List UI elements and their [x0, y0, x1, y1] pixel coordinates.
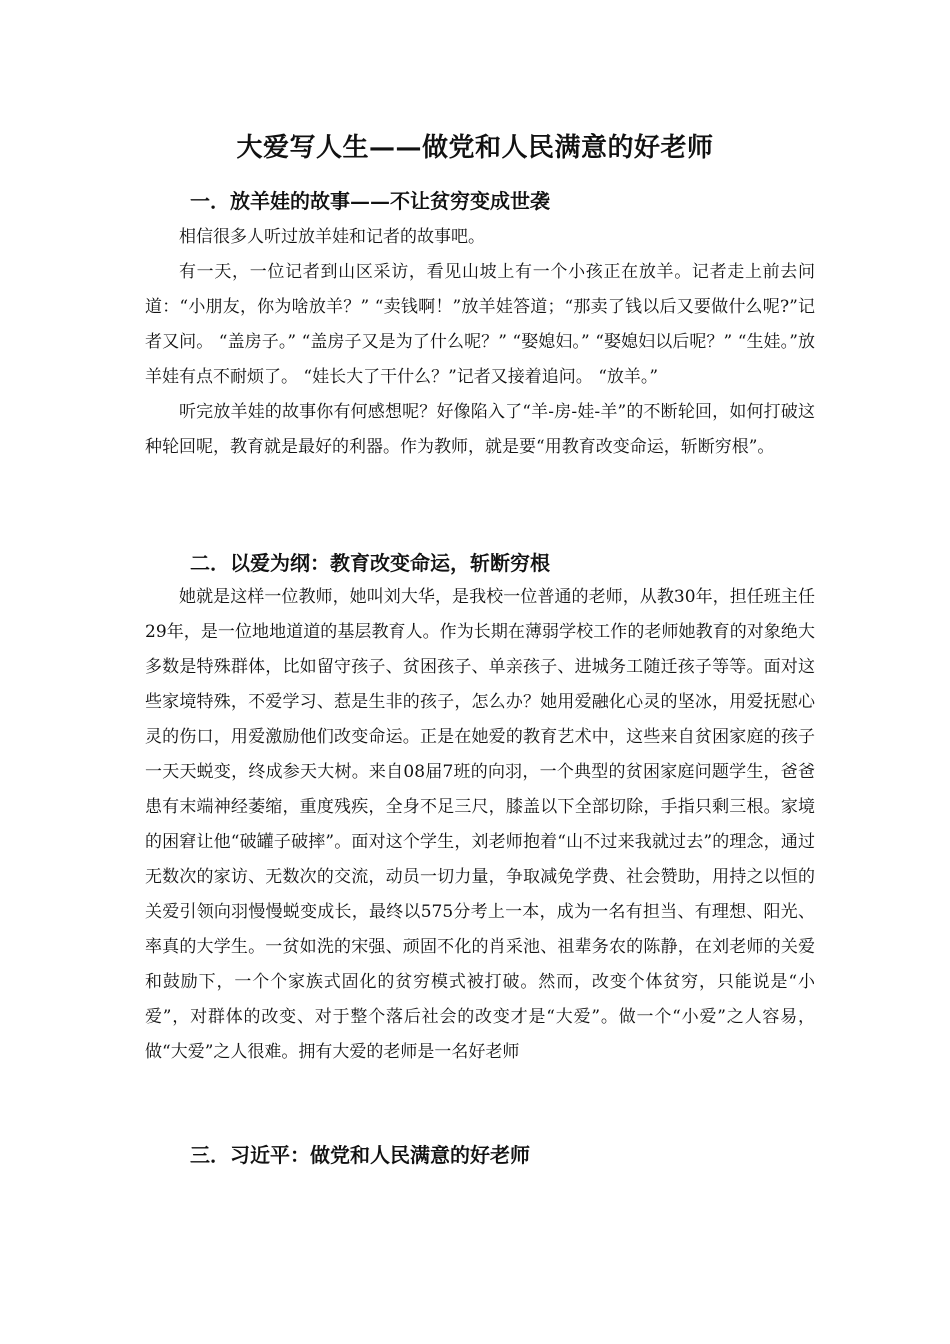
paragraph: 她就是这样一位教师，她叫刘大华，是我校一位普通的老师，从教30年，担任班主任29年，是一位地地道道的基层教育人。作为长期在薄弱学校工作的老师她教育的对象绝大多数是特殊群体，比如留守孩子、贫困孩子、单亲孩子、进城务工随迁孩子等等。面对这些家境特殊，不爱学习、惹是生非的孩子，怎么办？她用爱融化心灵的坚冰，用爱抚慰心灵的伤口，用爱激励他们改变命运。正是在她爱的教育艺术中，这些来自贫困家庭的孩子一天天蜕变，终成参天大树。来自08届7班的向羽，一个典型的贫困家庭问题学生，爸爸患有末端神经萎缩，重度残疾，全身不足三尺，膝盖以下全部切除，手指只剩三根。家境的困窘让他“破罐子破摔”。面对这个学生，刘老师抱着“山不过来我就过去”的理念，通过无数次的家访、无数次的交流，动员一切力量，争取减免学费、社会赞助，用持之以恒的关爱引领向羽慢慢蜕变成长，最终以575分考上一本，成为一名有担当、有理想、阳光、率真的大学生。一贫如洗的宋强、顽固不化的肖采池、祖辈务农的陈静，在刘老师的关爱和鼓励下，一个个家族式固化的贫穷模式被打破。然而，改变个体贫穷，只能说是“小爱”，对群体的改变、对于整个落后社会的改变才是“大爱”。做一个“小爱”之人容易，做“大爱”之人很难。拥有大爱的老师是一名好老师 — [145, 587, 815, 1062]
paragraph: 相信很多人听过放羊娃和记者的故事吧。 — [179, 227, 485, 247]
paragraph: 有一天，一位记者到山区采访，看见山坡上有一个小孩正在放羊。记者走上前去问道：“小朋友，你为啥放羊？” “卖钱啊！”放羊娃答道；“那卖了钱以后又要做什么呢?”记者又问。 “盖房子。” “盖房子又是为了什么呢？” “娶媳妇。” “娶媳妇以后呢？” “生娃。”放羊娃有点不耐烦了。 “娃长大了干什么？”记者又接着追问。 “放羊。” — [145, 262, 815, 387]
paragraph: 听完放羊娃的故事你有何感想呢？好像陷入了“羊-房-娃-羊”的不断轮回，如何打破这种轮回呢，教育就是最好的利器。作为教师，就是要“用教育改变命运，斩断穷根”。 — [145, 402, 815, 457]
section-heading-1: 一．放羊娃的故事——不让贫穷变成世袭 — [190, 189, 550, 213]
section-heading-2: 二．以爱为纲：教育改变命运，斩断穷根 — [190, 551, 550, 575]
section-1-body — [145, 220, 815, 465]
section-2-body — [145, 580, 815, 1070]
document-title: 大爱写人生——做党和人民满意的好老师 — [236, 133, 714, 163]
section-heading-3: 三．习近平：做党和人民满意的好老师 — [190, 1143, 530, 1167]
